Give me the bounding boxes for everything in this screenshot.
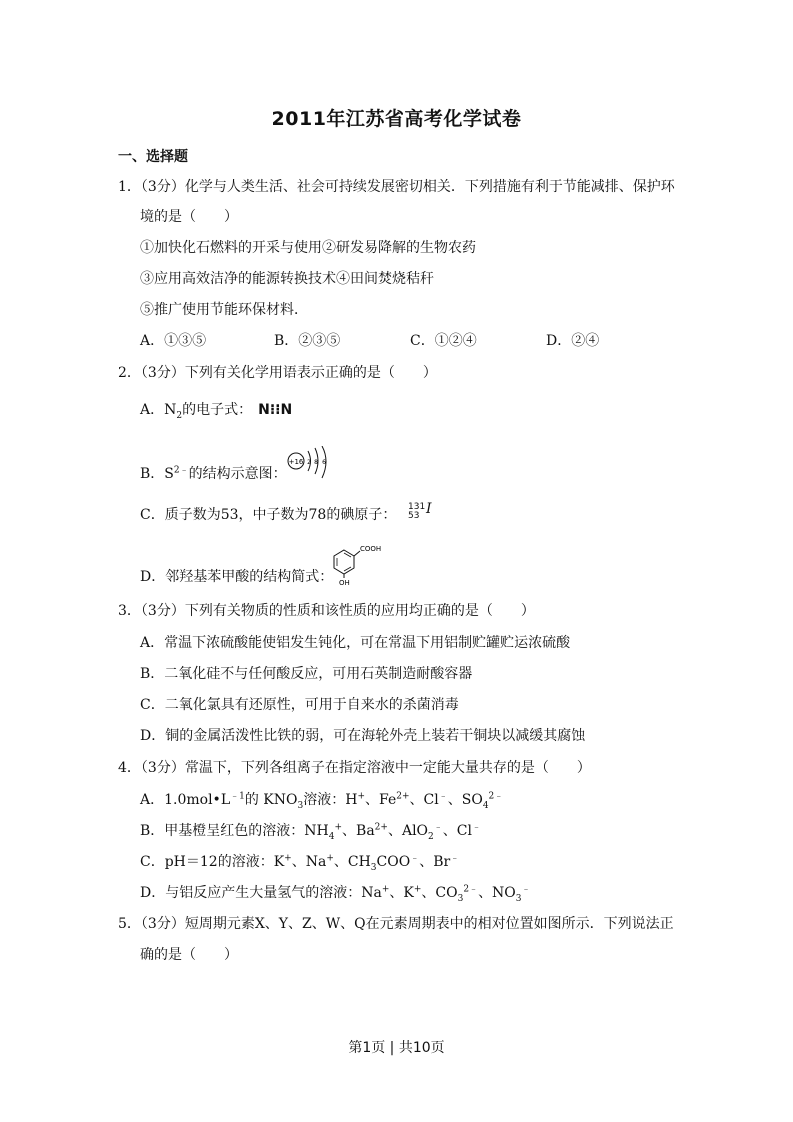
page-title: 2011年江苏省高考化学试卷	[271, 108, 522, 130]
q1-option-a: A．①③⑤	[140, 333, 207, 349]
hydroxyl-label: OH	[339, 579, 350, 586]
q5-stem-line1: 5．（3分）短周期元素X、Y、Z、W、Q在元素周期表中的相对位置如图所示．下列说法正	[118, 916, 674, 932]
q4-option-a: A．$1.0mol•L^{﹣1}$的 $KNO_3$溶液：H+、$Fe^{2+}$、Cl﹣、$SO_4^{2﹣}$	[140, 791, 504, 811]
page-footer: 第1页 | 共10页	[348, 1040, 445, 1056]
element-symbol: I	[426, 501, 432, 517]
q1-stem-line2: 境的是（ ）	[140, 209, 238, 225]
q3-stem: 3．（3分）下列有关物质的性质和该性质的应用均正确的是（ ）	[118, 603, 535, 619]
q1-stem-line1: 1．（3分）化学与人类生活、社会可持续发展密切相关．下列措施有利于节能减排、保护环	[118, 179, 675, 195]
hydroxybenzoic-acid-structure	[324, 540, 386, 586]
q1-item-line2: ③应用高效洁净的能源转换技术④田间焚烧秸秆	[140, 271, 434, 287]
q1-option-b: B．②③⑤	[274, 333, 341, 349]
q2-option-a: A．$N_2$的电子式： N⁝⁝N	[140, 402, 293, 421]
q4-option-b: B．甲基橙呈红色的溶液：$NH_4^+$、$Ba^{2+}$、AlO$_2$﹣、Cl﹣	[140, 822, 481, 842]
sulfide-ion-structure-diagram	[284, 446, 346, 490]
q2-option-c: C．质子数为53，中子数为78的碘原子：	[140, 507, 397, 523]
shell-count-3: 6	[322, 459, 326, 466]
shell-count-1: 2	[307, 459, 311, 466]
q1-item-line3: ⑤推广使用节能环保材料．	[140, 302, 308, 318]
q1-option-c: C．①②④	[410, 333, 477, 349]
q4-stem: 4．（3分）常温下，下列各组离子在指定溶液中一定能大量共存的是（ ）	[118, 760, 591, 776]
iodine-isotope-notation	[408, 501, 432, 521]
q3-option-c: C．二氧化氯具有还原性，可用于自来水的杀菌消毒	[140, 697, 459, 713]
q4-option-d: D．与铝反应产生大量氢气的溶液：Na+、K+、$CO_3^{2﹣}$、$NO_3^﹣$	[140, 884, 531, 904]
q1-option-d: D．②④	[546, 333, 600, 349]
q1-item-line1: ①加快化石燃料的开采与使用②研发易降解的生物农药	[140, 240, 476, 256]
nucleus-label: +16	[288, 458, 304, 466]
q2-stem: 2．（3分）下列有关化学用语表示正确的是（ ）	[118, 365, 437, 381]
q3-option-d: D．铜的金属活泼性比铁的弱，可在海轮外壳上装若干铜块以减缓其腐蚀	[140, 728, 586, 744]
n2-electron-formula: N⁝⁝N	[258, 402, 293, 418]
q2-option-b: B．$S^{2﹣}$的结构示意图：	[140, 465, 287, 482]
q3-option-b: B．二氧化硅不与任何酸反应，可用石英制造耐酸容器	[140, 666, 473, 682]
mass-number: 131	[408, 502, 426, 512]
q5-stem-line2: 确的是（ ）	[140, 947, 238, 963]
q2-option-d: D．邻羟基苯甲酸的结构简式：	[140, 569, 334, 585]
shell-count-2: 8	[314, 459, 318, 466]
q4-option-c: C．pH＝12的溶液：K+、Na+、$CH_3COO^﹣$、Br﹣	[140, 853, 460, 873]
carboxyl-label: COOH	[360, 545, 382, 553]
atomic-number: 53	[408, 511, 420, 521]
section-heading: 一、选择题	[118, 149, 188, 165]
q3-option-a: A．常温下浓硫酸能使铝发生钝化，可在常温下用铝制贮罐贮运浓硫酸	[140, 635, 571, 651]
